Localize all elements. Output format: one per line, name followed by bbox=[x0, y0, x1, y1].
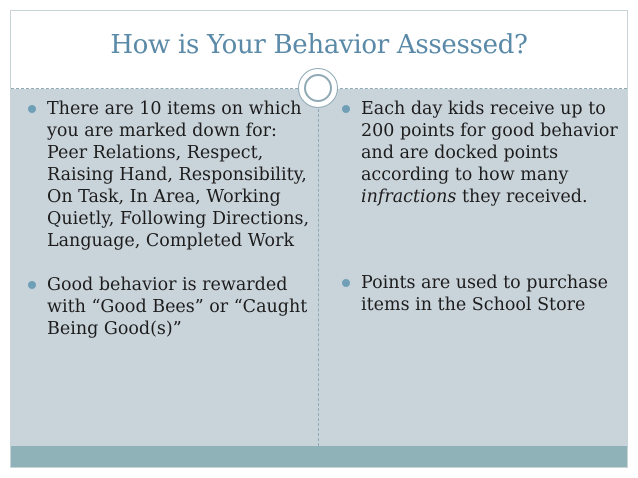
bullet-text: There are 10 items on which you are marked down for: Peer Relations, Respect, Raising Hand, Responsibility, On Task, In Area, Working Quietly, Following Directions, Language, Completed Work bbox=[47, 99, 310, 251]
bullet-dot-icon bbox=[342, 279, 350, 287]
footer-band bbox=[11, 446, 627, 467]
bullet-dot-icon bbox=[342, 105, 350, 113]
bullet-text bbox=[361, 99, 618, 207]
bullet-text: Points are used to purchase items in the School Store bbox=[361, 273, 608, 315]
bullet-item bbox=[342, 272, 618, 316]
bullet-dot-icon bbox=[28, 281, 36, 289]
right-column bbox=[342, 98, 618, 316]
bullet-text-part: they received. bbox=[456, 187, 588, 207]
bullet-item bbox=[342, 98, 618, 208]
column-divider bbox=[318, 89, 319, 446]
slide-title: How is Your Behavior Assessed? bbox=[110, 30, 528, 60]
emphasis-text: infractions bbox=[361, 187, 457, 207]
bullet-dot-icon bbox=[28, 105, 36, 113]
left-column bbox=[28, 98, 310, 340]
bullet-text-part: Each day kids receive up to 200 points for good behavior and are docked points according to how many bbox=[361, 99, 618, 185]
bullet-item bbox=[28, 274, 310, 340]
bullet-item bbox=[28, 98, 310, 252]
bullet-text: Good behavior is rewarded with “Good Bees” or “Caught Being Good(s)” bbox=[47, 275, 308, 339]
